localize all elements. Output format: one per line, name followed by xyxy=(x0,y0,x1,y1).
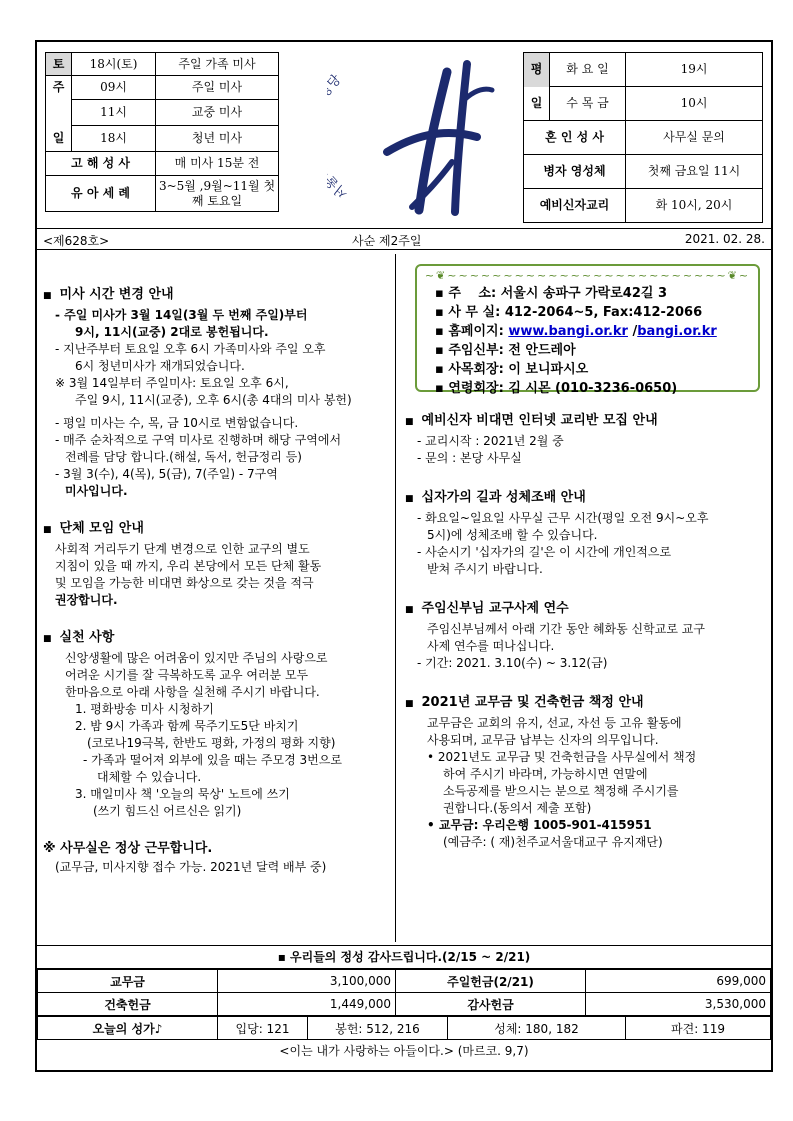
text-line: 및 모임을 가능한 비대면 화상으로 갖는 것을 적극 xyxy=(55,576,314,590)
text-line: - 지난주부터 토요일 오후 6시 가족미사와 주일 오후 xyxy=(55,342,326,356)
bulletin-page xyxy=(35,40,773,1072)
right-schedule xyxy=(523,52,763,223)
website-row: ▪ 홈페이지: www.bangi.or.kr /bangi.or.kr xyxy=(435,324,717,339)
blog-link[interactable]: bangi.or.kr xyxy=(637,324,717,339)
offering-label: 주일헌금(2/21) xyxy=(396,970,586,993)
text-line: 주일 9시, 11시(교중), 오후 6시(총 4대의 미사 봉헌) xyxy=(75,393,352,407)
issue-number: <제628호> xyxy=(43,234,110,248)
day-cell: 주 xyxy=(46,76,72,100)
section-title: ■ 2021년 교무금 및 건축헌금 책정 안내 xyxy=(405,695,644,710)
time-cell: 09시 xyxy=(72,76,156,100)
sick-communion-label: 병자 영성체 xyxy=(524,155,626,189)
section-title: ■ 주임신부님 교구사제 연수 xyxy=(405,601,569,616)
offering-value: 3,100,000 xyxy=(218,970,396,993)
offering-label: 교무금 xyxy=(38,970,218,993)
text-line: 전례를 담당 합니다.(해설, 독서, 헌금정리 등) xyxy=(65,450,302,464)
text-line: 주임신부님께서 아래 기간 동안 혜화동 신학교로 교구 xyxy=(427,622,705,636)
sick-communion-value: 첫째 금요일 11시 xyxy=(626,155,763,189)
text-line: ※ 3월 14일부터 주일미사: 토요일 오후 6시, xyxy=(55,376,289,390)
offering-value: 699,000 xyxy=(586,970,771,993)
text-line: - 매주 순차적으로 구역 미사로 진행하며 해당 구역에서 xyxy=(55,433,342,447)
time-cell: 18시 xyxy=(72,126,156,152)
weekday-cell: 화 요 일 xyxy=(550,53,626,87)
website-link[interactable]: www.bangi.or.kr xyxy=(508,324,628,339)
pastor-row: ▪ 주임신부: 전 안드레아 xyxy=(435,343,576,358)
address-row: ▪ 주 소: 서울시 송파구 가락로42길 3 xyxy=(435,286,668,301)
text-line: (쓰기 힘드신 어르신은 읽기) xyxy=(93,804,242,818)
mass-cell: 청년 미사 xyxy=(156,126,279,152)
text-line: 지침이 있을 때 까지, 우리 본당에서 모든 단체 활동 xyxy=(55,559,322,573)
section-title: ■ 단체 모임 안내 xyxy=(43,521,144,536)
council-row: ▪ 사목회장: 이 보니파시오 xyxy=(435,362,589,377)
time-cell: 10시 xyxy=(626,87,763,121)
bulletin-header xyxy=(37,42,771,228)
hymn-entrance: 입당: 121 xyxy=(218,1017,308,1040)
time-cell: 11시 xyxy=(72,100,156,126)
text-line: 권장합니다. xyxy=(55,593,118,607)
office-notice: ※ 사무실은 정상 근무합니다. xyxy=(43,841,213,856)
hymn-offertory: 봉헌: 512, 216 xyxy=(308,1017,448,1040)
offering-label: 감사헌금 xyxy=(396,993,586,1016)
day-cell: 일 xyxy=(524,87,550,121)
issue-title: 사순 제2주일 xyxy=(352,234,422,248)
text-line: - 3월 3(수), 4(목), 5(금), 7(주일) - 7구역 xyxy=(55,467,278,481)
hymn-label: 오늘의 성가♪ xyxy=(38,1017,218,1040)
issue-bar xyxy=(37,228,771,250)
weekday-cell: 수 목 금 xyxy=(550,87,626,121)
text-line: 하여 주시기 바라며, 가능하시면 연말에 xyxy=(443,767,648,781)
text-line: 사제 연수를 떠나십니다. xyxy=(427,639,555,653)
offering-label: 건축헌금 xyxy=(38,993,218,1016)
vine-decoration: ~❦~~~~~~~~~~~~~~~~~~~~~~~~~❦~ xyxy=(424,269,751,280)
column-divider xyxy=(395,254,396,942)
youth-row: ▪ 연령회장: 김 시몬 (010-3236-0650) xyxy=(435,381,678,396)
text-line: - 기간: 2021. 3.10(수) ~ 3.12(금) xyxy=(417,656,608,670)
office-row: ▪ 사 무 실: 412-2064~5, Fax:412-2066 xyxy=(435,305,703,320)
text-line: 교무금은 교회의 유지, 선교, 자선 등 고유 활동에 xyxy=(427,716,682,730)
text-line: - 교리시작 : 2021년 2월 중 xyxy=(417,434,564,448)
text-line: • 2021년도 교무금 및 건축헌금을 사무실에서 책정 xyxy=(427,750,697,764)
baptism-value: 3~5월 ,9월~11월 첫째 토요일 xyxy=(156,176,279,212)
gospel-verse: <이는 내가 사랑하는 아들이다.> (마르코. 9,7) xyxy=(279,1044,529,1058)
logo-text: 서 xyxy=(332,181,352,201)
text-line: 대체할 수 있습니다. xyxy=(97,770,202,784)
text-line: 6시 청년미사가 재개되었습니다. xyxy=(75,359,245,373)
section-title: ■ 예비신자 비대면 인터넷 교리반 모집 안내 xyxy=(405,413,658,428)
parish-logo xyxy=(327,42,507,228)
text-line: (교무금, 미사지향 접수 가능. 2021년 달력 배부 중) xyxy=(55,860,327,874)
day-cell: 일 xyxy=(46,126,72,152)
text-line: • 교무금: 우리은행 1005-901-415951 xyxy=(427,818,652,832)
catechism-label: 예비신자교리 xyxy=(524,189,626,223)
offering-value: 1,449,000 xyxy=(218,993,396,1016)
text-line: - 평일 미사는 수, 목, 금 10시로 변함없습니다. xyxy=(55,416,299,430)
hymn-communion: 성체: 180, 182 xyxy=(448,1017,626,1040)
offerings-caption: ▪ 우리들의 정성 감사드립니다.(2/15 ~ 2/21) xyxy=(37,945,771,969)
text-line: 미사입니다. xyxy=(65,484,128,498)
svg-text:서울대교구 방이동성당 xyxy=(327,71,351,201)
issue-date: 2021. 02. 28. xyxy=(684,232,765,246)
text-line: - 화요일~일요일 사무실 근무 시간(평일 오전 9시~오후 xyxy=(417,511,709,525)
text-line: (예금주: ( 재)천주교서울대교구 유지재단) xyxy=(443,835,663,849)
offering-value: 3,530,000 xyxy=(586,993,771,1016)
section-title: ■ 실천 사항 xyxy=(43,630,115,645)
text-line: - 가족과 떨어져 외부에 있을 때는 주모경 3번으로 xyxy=(83,753,342,767)
offerings-table xyxy=(37,969,771,1016)
wedding-value: 사무실 문의 xyxy=(626,121,763,155)
hymn-recessional: 파견: 119 xyxy=(626,1017,771,1040)
mass-cell: 주일 미사 xyxy=(156,76,279,100)
confession-label: 고 해 성 사 xyxy=(46,152,156,176)
text-line: - 사순시기 '십자가의 길'은 이 시간에 개인적으로 xyxy=(417,545,672,559)
text-line: 1. 평화방송 미사 시청하기 xyxy=(75,702,214,716)
time-cell: 19시 xyxy=(626,53,763,87)
text-line: - 문의 : 본당 사무실 xyxy=(417,451,522,465)
time-cell: 18시(토) xyxy=(72,53,156,76)
text-line: 권합니다.(동의서 제출 포함) xyxy=(443,801,592,815)
day-cell: 토 xyxy=(46,53,72,76)
contact-box xyxy=(415,264,760,396)
text-line: 3. 매일미사 책 '오늘의 묵상' 노트에 쓰기 xyxy=(75,787,290,801)
text-line: 소득공제를 받으시는 분으로 책정해 주시기를 xyxy=(443,784,679,798)
section-title: ■ 십자가의 길과 성체조배 안내 xyxy=(405,490,586,505)
hymn-table xyxy=(37,1016,771,1040)
text-line: 어려운 시기를 잘 극복하도록 교우 여러분 모두 xyxy=(65,668,309,682)
text-line: (코로나19극복, 한반도 평화, 가정의 평화 지향) xyxy=(87,736,336,750)
right-column xyxy=(405,394,767,851)
left-column xyxy=(43,268,391,876)
text-line: - 주일 미사가 3월 14일(3월 두 번째 주일)부터 xyxy=(55,308,308,322)
baptism-label: 유 아 세 례 xyxy=(46,176,156,212)
text-line: 사회적 거리두기 단계 변경으로 인한 교구의 별도 xyxy=(55,542,310,556)
text-line: 받쳐 주시기 바랍니다. xyxy=(427,562,543,576)
mass-cell: 교중 미사 xyxy=(156,100,279,126)
catechism-value: 화 10시, 20시 xyxy=(626,189,763,223)
text-line: 9시, 11시(교중) 2대로 봉헌됩니다. xyxy=(75,325,269,339)
section-title: ■ 미사 시간 변경 안내 xyxy=(43,287,174,302)
day-cell xyxy=(46,100,72,126)
text-line: 2. 밤 9시 가족과 함께 묵주기도5단 바치기 xyxy=(75,719,299,733)
offerings-section xyxy=(37,945,771,1064)
day-cell: 평 xyxy=(524,53,550,87)
left-mass-schedule xyxy=(45,52,279,212)
mass-cell: 주일 가족 미사 xyxy=(156,53,279,76)
text-line: 신앙생활에 많은 어려움이 있지만 주님의 사랑으로 xyxy=(65,651,328,665)
text-line: 한마음으로 아래 사항을 실천해 주시기 바랍니다. xyxy=(65,685,320,699)
text-line: 5시)에 성체조배 할 수 있습니다. xyxy=(427,528,598,542)
confession-value: 매 미사 15분 전 xyxy=(156,152,279,176)
text-line: 사용되며, 교무금 납부는 신자의 의무입니다. xyxy=(427,733,659,747)
wedding-label: 혼 인 성 사 xyxy=(524,121,626,155)
